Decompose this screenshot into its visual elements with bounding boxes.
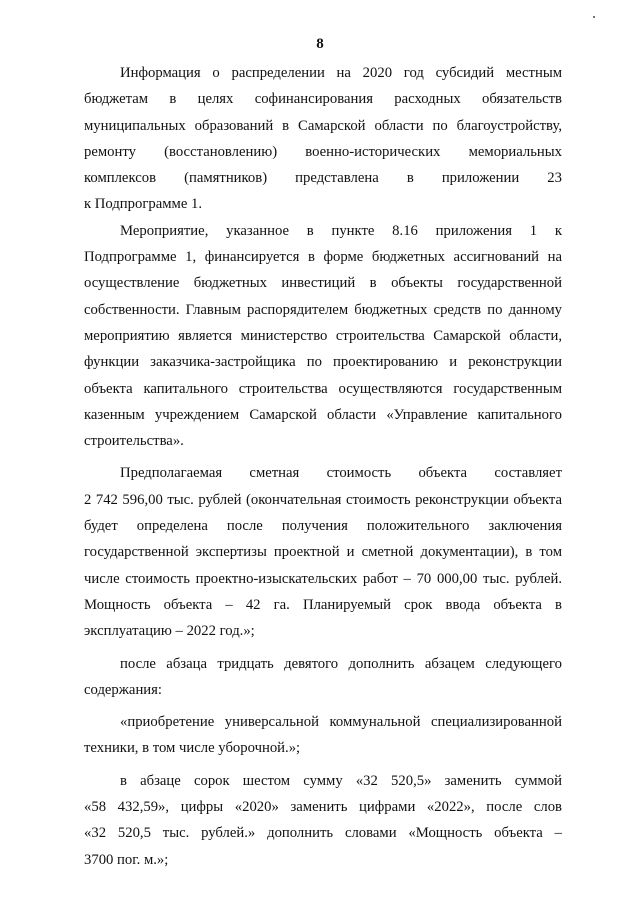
paragraph-3-line-1: Предполагаемая сметная стоимость объекта составляет	[120, 465, 562, 482]
paragraph-2-line-2: Подпрограмме 1, финансируется в форме бюджетных ассигнований на	[84, 249, 562, 266]
paragraph-5-line-1: «приобретение универсальной коммунальной специализированной	[120, 714, 562, 731]
paragraph-2-line-8: казенным учреждением Самарской области «Управление капитального	[84, 406, 562, 423]
document-body	[84, 60, 562, 873]
paragraph-1-line-2: бюджетам в целях софинансирования расходных обязательств	[84, 91, 562, 108]
paragraph-3-line-3: будет определена после получения положительного заключения	[84, 518, 562, 535]
paragraph-4-line-2: содержания:	[84, 681, 162, 698]
paragraph-5-line-2: техники, в том числе уборочной.»;	[84, 740, 301, 757]
paragraph-2-line-3: осуществление бюджетных инвестиций в объекты государственной	[84, 275, 562, 292]
paragraph-2-line-6: функции заказчика-застройщика по проектированию и реконструкции	[84, 354, 562, 371]
paragraph-6-line-3: «32 520,5 тыс. рублей.» дополнить словами «Мощность объекта –	[84, 825, 562, 842]
paragraph-2-line-4: собственности. Главным распорядителем бюджетных средств по данному	[84, 301, 562, 318]
paragraph-4-line-1: после абзаца тридцать девятого дополнить абзацем следующего	[120, 655, 562, 672]
paragraph-3-line-2: 2 742 596,00 тыс. рублей (окончательная стоимость реконструкции объекта	[84, 491, 562, 508]
paragraph-1-line-3: муниципальных образований в Самарской области по благоустройству,	[84, 117, 562, 134]
paragraph-2-line-9: строительства».	[84, 433, 184, 450]
paragraph-3-line-5: числе стоимость проектно-изыскательских работ – 70 000,00 тыс. рублей.	[84, 570, 562, 587]
paragraph-3-line-4: государственной экспертизы проектной и сметной документации), в том	[84, 544, 562, 561]
paragraph-1-line-1: Информация о распределении на 2020 год субсидий местным	[120, 65, 562, 81]
paragraph-6-line-2: «58 432,59», цифры «2020» заменить цифрами «2022», после слов	[84, 799, 562, 816]
paragraph-6-line-4: 3700 пог. м.»;	[84, 851, 169, 868]
page-number: 8	[316, 36, 324, 52]
paragraph-3-line-6: Мощность объекта – 42 га. Планируемый срок ввода объекта в	[84, 596, 562, 613]
paragraph-6-line-1: в абзаце сорок шестом сумму «32 520,5» заменить суммой	[120, 772, 562, 789]
scan-speck	[593, 16, 595, 18]
paragraph-2-line-5: мероприятию является министерство строительства Самарской области,	[84, 327, 562, 344]
paragraph-2-line-1: Мероприятие, указанное в пункте 8.16 приложения 1 к	[120, 222, 562, 239]
paragraph-2-line-7: объекта капитального строительства осуществляются государственным	[84, 380, 562, 397]
paragraph-1-line-5: комплексов (памятников) представлена в приложении 23	[84, 170, 562, 187]
paragraph-1-line-4: ремонту (восстановлению) военно-исторических мемориальных	[84, 143, 562, 160]
paragraph-1-line-6: к Подпрограмме 1.	[84, 196, 203, 213]
paragraph-3-line-7: эксплуатацию – 2022 год.»;	[84, 623, 255, 640]
